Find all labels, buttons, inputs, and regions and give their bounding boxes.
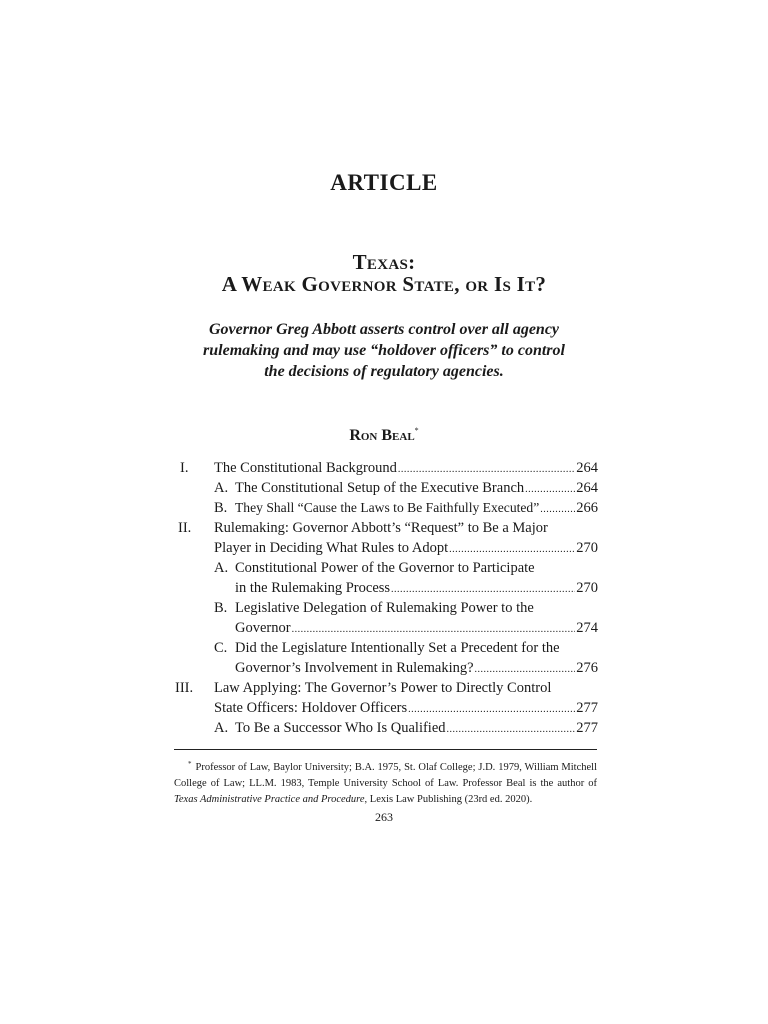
toc-text: Law Applying: The Governor’s Power to Directly Control [214, 680, 552, 696]
toc-text: The Constitutional Background [214, 460, 397, 476]
toc-number: B. [214, 500, 228, 516]
subtitle-line-2: rulemaking and may use “holdover officers” to control [203, 342, 565, 359]
toc-number: I. [180, 460, 189, 476]
toc-page: 270 [576, 540, 598, 556]
toc-row [0, 638, 768, 658]
toc-row [0, 598, 768, 618]
toc-page: 277 [576, 700, 598, 716]
toc-text: Governor [235, 620, 291, 636]
toc-page: 270 [576, 580, 598, 596]
toc-page: 266 [576, 500, 598, 516]
toc-row [0, 518, 768, 538]
toc-leader [525, 480, 575, 500]
toc-number: A. [214, 480, 229, 496]
toc-text: They Shall “Cause the Laws to Be Faithfully Executed” [235, 500, 540, 515]
toc-leader [540, 500, 575, 520]
title-line-2: A Weak Governor State, or Is It? [221, 272, 547, 296]
toc-text: Player in Deciding What Rules to Adopt [214, 540, 449, 556]
toc-text: Legislative Delegation of Rulemaking Power to the [235, 600, 534, 616]
toc-text: Did the Legislature Intentionally Set a Precedent for the [235, 640, 560, 656]
footnote [174, 756, 597, 808]
toc-leader [292, 620, 576, 640]
footnote-book-title: Texas Administrative Practice and Procedure [174, 794, 365, 805]
toc-text: Rulemaking: Governor Abbott’s “Request” to Be a Major [214, 520, 548, 536]
toc-row [0, 538, 768, 558]
toc-number: A. [214, 720, 229, 736]
author-footnote-marker: * [414, 426, 419, 435]
page-number: 263 [375, 810, 393, 824]
toc-text: Governor’s Involvement in Rulemaking? [235, 660, 474, 676]
footnote-rule [174, 749, 597, 750]
toc-row [0, 618, 768, 638]
toc-page: 264 [576, 480, 598, 496]
toc-leader [449, 540, 575, 560]
article-label: ARTICLE [330, 170, 438, 195]
toc-number: A. [214, 560, 229, 576]
footnote-text-1: Professor of Law, Baylor University; B.A. 1975, St. Olaf College; J.D. 1979, William Mitchell College of Law; LL.M. 1983, Temple University School of Law. Professor Beal is the author of [174, 762, 597, 789]
toc-page: 276 [576, 660, 598, 676]
toc-leader [475, 660, 576, 680]
subtitle-line-3: the decisions of regulatory agencies. [264, 363, 504, 380]
toc-leader [391, 580, 575, 600]
toc-row [0, 498, 768, 518]
footnote-marker: * [188, 760, 192, 768]
toc-text: To Be a Successor Who Is Qualified [235, 720, 446, 736]
toc-page: 274 [576, 620, 598, 636]
toc-number: II. [178, 520, 192, 536]
toc-text: Constitutional Power of the Governor to Participate [235, 560, 535, 576]
toc-number: C. [214, 640, 228, 656]
toc-text: The Constitutional Setup of the Executive Branch [235, 480, 525, 496]
toc-number: III. [175, 680, 194, 696]
toc-text: State Officers: Holdover Officers [214, 700, 408, 716]
toc-row [0, 558, 768, 578]
toc-row [0, 478, 768, 498]
toc-row [0, 578, 768, 598]
toc-leader [447, 720, 576, 740]
toc-row [0, 698, 768, 718]
toc-row [0, 718, 768, 738]
toc-row [0, 658, 768, 678]
toc-row [0, 458, 768, 478]
author-name: Ron Beal [349, 427, 415, 444]
toc-page: 264 [576, 460, 598, 476]
toc-leader [408, 700, 575, 720]
toc-row [0, 678, 768, 698]
footnote-text-2: , Lexis Law Publishing (23rd ed. 2020). [364, 794, 533, 805]
subtitle-line-1: Governor Greg Abbott asserts control over all agency [208, 321, 560, 338]
toc-number: B. [214, 600, 228, 616]
toc-text: in the Rulemaking Process [235, 580, 391, 596]
author-byline [0, 426, 768, 445]
title-line-1: Texas: [352, 250, 416, 274]
toc-page: 277 [576, 720, 598, 736]
toc-leader [398, 460, 575, 480]
